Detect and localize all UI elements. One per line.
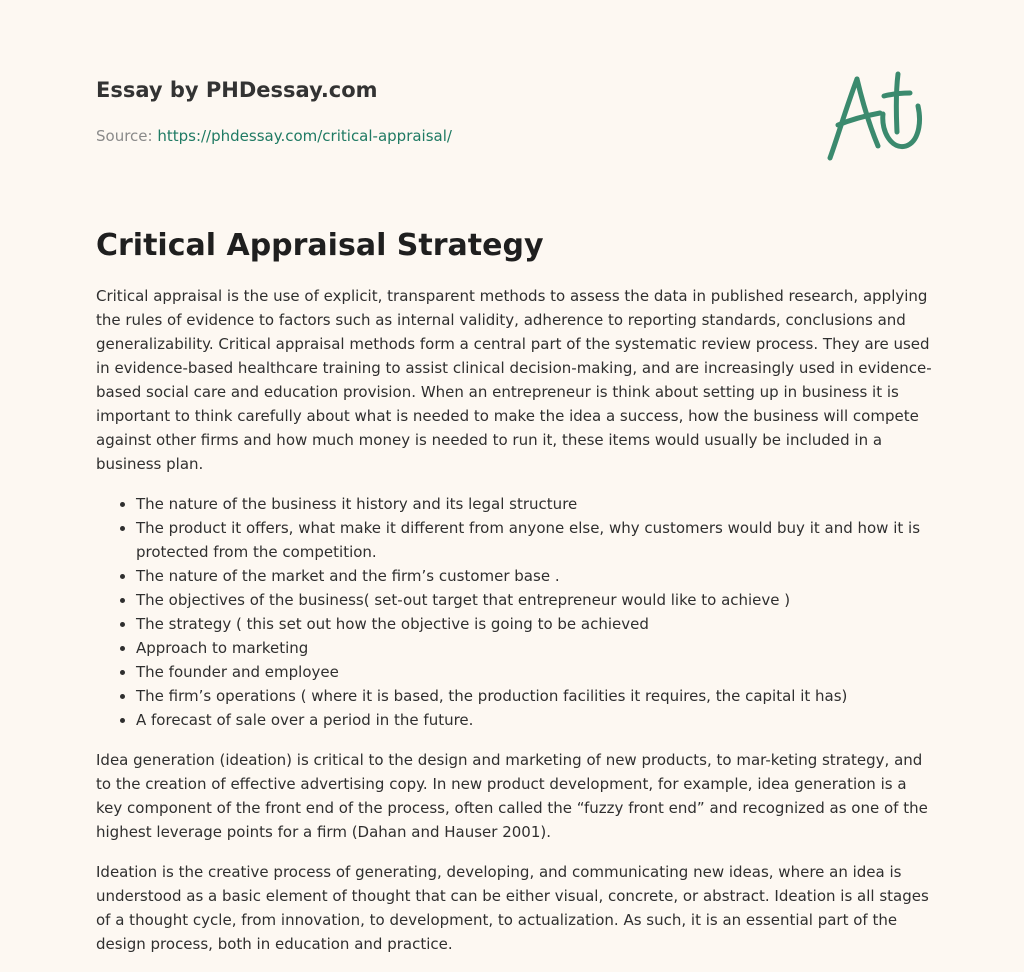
source-line — [96, 126, 736, 146]
list-item: • The objectives of the business( set-out target that entrepreneur would like to achieve ) — [136, 588, 932, 612]
list-item: • The product it offers, what make it different from anyone else, why customers would buy it and how it is protected from the competition. — [136, 516, 932, 564]
brand-title: Essay by PHDessay.com — [96, 78, 378, 102]
list-item: • The firm’s operations ( where it is based, the production facilities it requires, the capital it has) — [136, 684, 932, 708]
source-link[interactable]: https://phdessay.com/critical-appraisal/ — [157, 127, 452, 145]
list-item: • The nature of the business it history and its legal structure — [136, 492, 932, 516]
page-header — [96, 76, 736, 146]
source-label: Source: — [96, 127, 158, 145]
business-plan-list — [96, 492, 932, 732]
list-item: • A forecast of sale over a period in the future. — [136, 708, 932, 732]
list-item: • The founder and employee — [136, 660, 932, 684]
list-item: • The strategy ( this set out how the objective is going to be achieved — [136, 612, 932, 636]
paragraph-intro: Critical appraisal is the use of explicit, transparent methods to assess the data in published research, applying the rules of evidence to factors such as internal validity, adherence to reporting standards, conclusions and generalizability. Critical appraisal methods form a central part of the systematic review process. They are used in evidence-based healthcare training to assist clinical decision-making, and are increasingly used in evidence-based social care and education provision. When an entrepreneur is think about setting up in business it is important to think carefully about what is needed to make the idea a success, how the business will compete against other firms and how much money is needed to run it, these items would usually be included in a business plan. — [96, 287, 932, 473]
list-item: • Approach to marketing — [136, 636, 932, 660]
paragraph-ideation-definition: Ideation is the creative process of generating, developing, and communicating new ideas, where an idea is understood as a basic element of thought that can be either visual, concrete, or abstract. Ideation is all stages of a thought cycle, from innovation, to development, to actualization. As such, it is an essential part of the design process, both in education and practice. — [96, 863, 929, 953]
paragraph-ideation: Idea generation (ideation) is critical to the design and marketing of new products, to mar-keting strategy, and to the creation of effective advertising copy. In new product development, for example, idea generation is a key component of the front end of the process, often called the “fuzzy front end” and recognized as one of the highest leverage points for a firm (Dahan and Hauser 2001). — [96, 751, 928, 841]
a-plus-logo-icon — [818, 66, 930, 166]
page-title: Critical Appraisal Strategy — [96, 228, 544, 263]
essay-content — [96, 284, 932, 972]
list-item: • The nature of the market and the firm’s customer base . — [136, 564, 932, 588]
